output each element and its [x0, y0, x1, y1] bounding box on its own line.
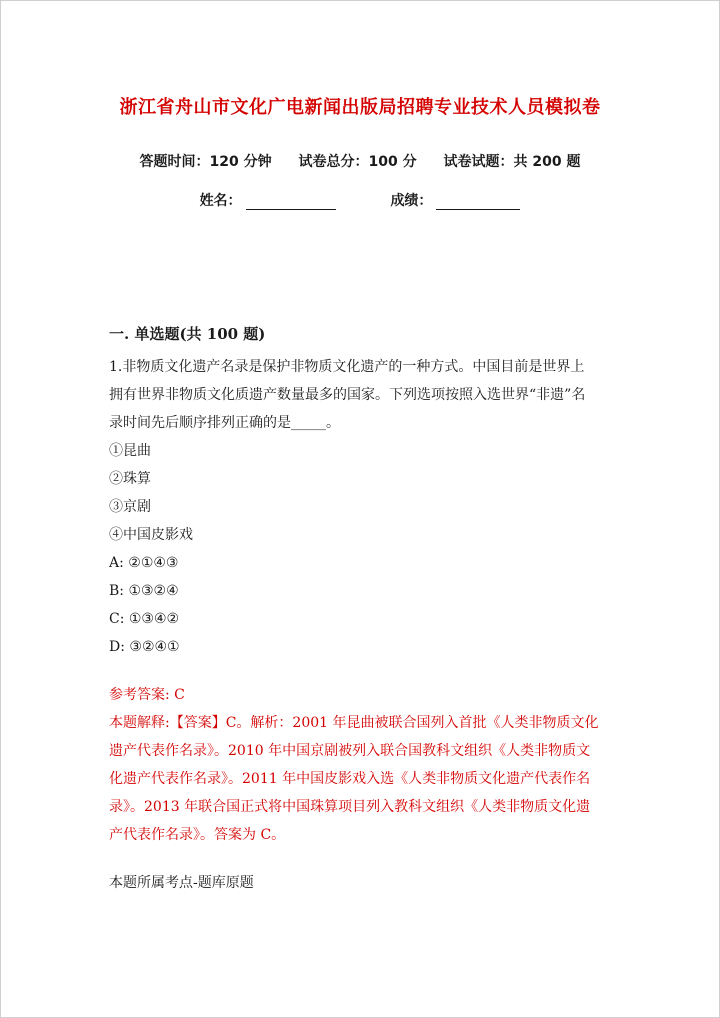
question-item: ①昆曲	[109, 443, 151, 459]
explanation-line: 录》。2013 年联合国正式将中国珠算项目列入教科文组织《人类非物质文化遗	[109, 799, 591, 815]
name-field	[200, 190, 336, 210]
explanation-line: 遗产代表作名录》。2010 年中国京剧被列入联合国教科文组织《人类非物质文	[109, 743, 591, 759]
option-c: C: ①③④②	[109, 611, 180, 627]
option-d: D: ③②④①	[109, 639, 180, 655]
score-label: 成绩：	[390, 193, 433, 209]
question-stem-line: 拥有世界非物质文化质遗产数量最多的国家。下列选项按照入选世界“非遗”名	[109, 387, 586, 403]
name-label: 姓名：	[199, 193, 242, 209]
question-block	[109, 353, 609, 897]
knowledge-point: 本题所属考点-题库原题	[109, 875, 254, 891]
exam-total-score: 试卷总分：100 分	[298, 154, 417, 170]
candidate-fields	[1, 190, 719, 210]
exam-question-count: 试卷试题：共 200 题	[443, 154, 581, 170]
exam-meta	[1, 151, 719, 171]
option-a: A: ②①④③	[109, 555, 179, 571]
question-item: ③京剧	[109, 499, 151, 515]
reference-answer: 参考答案: C	[109, 687, 185, 703]
question-stem-line: 1.非物质文化遗产名录是保护非物质文化遗产的一种方式。中国目前是世界上	[109, 359, 585, 375]
option-b: B: ①③②④	[109, 583, 179, 599]
section-title: 一. 单选题(共 100 题)	[109, 325, 266, 343]
explanation-line: 本题解释:【答案】C。解析：2001 年昆曲被联合国列入首批《人类非物质文化	[109, 715, 599, 731]
score-field	[390, 190, 520, 210]
explanation-line: 产代表作名录》。答案为 C。	[109, 827, 286, 843]
page-title: 浙江省舟山市文化广电新闻出版局招聘专业技术人员模拟卷	[119, 97, 601, 118]
name-blank-line	[246, 195, 336, 210]
explanation-line: 化遗产代表作名录》。2011 年中国皮影戏入选《人类非物质文化遗产代表作名	[109, 771, 591, 787]
question-stem-line: 录时间先后顺序排列正确的是_____。	[109, 415, 340, 431]
question-item: ②珠算	[109, 471, 151, 487]
exam-time: 答题时间：120 分钟	[139, 154, 272, 170]
question-item: ④中国皮影戏	[109, 527, 193, 543]
score-blank-line	[436, 195, 520, 210]
